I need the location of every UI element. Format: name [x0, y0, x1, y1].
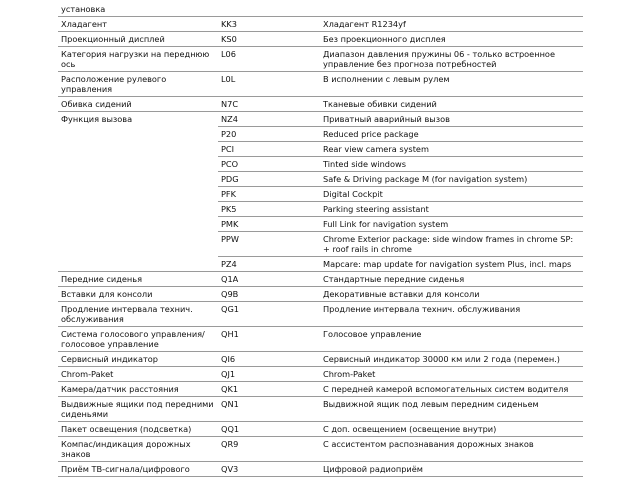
option-code: QK1	[218, 382, 320, 397]
option-description: Сервисный индикатор 30000 км или 2 года (перемен.)	[320, 352, 583, 367]
option-description: Тканевые обивки сидений	[320, 97, 583, 112]
table-row	[58, 202, 583, 217]
option-description: Голосовое управление	[320, 327, 583, 352]
option-code: Q1A	[218, 272, 320, 287]
table-row	[58, 157, 583, 172]
option-code: NZ4	[218, 112, 320, 127]
option-code: KS0	[218, 32, 320, 47]
option-description: Rear view camera system	[320, 142, 583, 157]
option-description: Parking steering assistant	[320, 202, 583, 217]
table-row	[58, 422, 583, 437]
option-name: установка	[58, 0, 218, 17]
table-row	[58, 382, 583, 397]
option-description: Декоративные вставки для консоли	[320, 287, 583, 302]
option-code: PDG	[218, 172, 320, 187]
table-row	[58, 437, 583, 462]
option-description: Приватный аварийный вызов	[320, 112, 583, 127]
option-name: Chrom-Paket	[58, 367, 218, 382]
option-code: QJ1	[218, 367, 320, 382]
table-row	[58, 172, 583, 187]
table-row	[58, 287, 583, 302]
option-description: Tinted side windows	[320, 157, 583, 172]
table-row	[58, 462, 583, 477]
option-code: L06	[218, 47, 320, 72]
option-code: QG1	[218, 302, 320, 327]
option-name	[58, 157, 218, 172]
option-code	[218, 0, 320, 17]
option-code: PZ4	[218, 257, 320, 272]
table-row	[58, 142, 583, 157]
option-code: QI6	[218, 352, 320, 367]
option-code: QQ1	[218, 422, 320, 437]
option-code: Q9B	[218, 287, 320, 302]
option-code: PCI	[218, 142, 320, 157]
option-name: Приём ТВ-сигнала/цифрового	[58, 462, 218, 477]
option-code: KK3	[218, 17, 320, 32]
option-name: Передние сиденья	[58, 272, 218, 287]
option-description: Mapcare: map update for navigation system Plus, incl. maps	[320, 257, 583, 272]
table-row	[58, 257, 583, 272]
table-row	[58, 0, 583, 17]
option-code: QV3	[218, 462, 320, 477]
option-name: Пакет освещения (подсветка)	[58, 422, 218, 437]
option-code: PFK	[218, 187, 320, 202]
table-row	[58, 72, 583, 97]
table-row	[58, 32, 583, 47]
option-name	[58, 217, 218, 232]
option-name: Продление интервала технич. обслуживания	[58, 302, 218, 327]
option-description: Диапазон давления пружины 06 - только встроенное управление без прогноза потребностей	[320, 47, 583, 72]
table-row	[58, 217, 583, 232]
option-name	[58, 187, 218, 202]
table-row	[58, 97, 583, 112]
option-name: Выдвижные ящики под передними сиденьями	[58, 397, 218, 422]
option-code: P20	[218, 127, 320, 142]
option-description: С доп. освещением (освещение внутри)	[320, 422, 583, 437]
table-row	[58, 397, 583, 422]
option-name: Сервисный индикатор	[58, 352, 218, 367]
option-code: PK5	[218, 202, 320, 217]
option-name: Расположение рулевого управления	[58, 72, 218, 97]
option-description: Цифровой радиоприём	[320, 462, 583, 477]
option-name: Система голосового управления/голосовое управление	[58, 327, 218, 352]
table-row	[58, 232, 583, 257]
table-row	[58, 127, 583, 142]
option-description: С ассистентом распознавания дорожных знаков	[320, 437, 583, 462]
table-row	[58, 17, 583, 32]
option-code: QN1	[218, 397, 320, 422]
option-code: PCO	[218, 157, 320, 172]
option-code: L0L	[218, 72, 320, 97]
equipment-table	[58, 0, 583, 477]
option-code: QH1	[218, 327, 320, 352]
equipment-table-body	[58, 0, 583, 477]
option-name: Камера/датчик расстояния	[58, 382, 218, 397]
option-code: N7C	[218, 97, 320, 112]
option-description: Без проекционного дисплея	[320, 32, 583, 47]
table-row	[58, 327, 583, 352]
option-name	[58, 257, 218, 272]
option-name	[58, 142, 218, 157]
table-row	[58, 47, 583, 72]
option-description: Chrom-Paket	[320, 367, 583, 382]
option-code: PPW	[218, 232, 320, 257]
option-description: Full Link for navigation system	[320, 217, 583, 232]
option-name: Проекционный дисплей	[58, 32, 218, 47]
option-description: Стандартные передние сиденья	[320, 272, 583, 287]
option-name	[58, 202, 218, 217]
option-description: Digital Cockpit	[320, 187, 583, 202]
option-description: Chrome Exterior package: side window frames in chrome SP: + roof rails in chrome	[320, 232, 583, 257]
option-code: PMK	[218, 217, 320, 232]
option-code: QR9	[218, 437, 320, 462]
option-description: Reduced price package	[320, 127, 583, 142]
option-description	[320, 0, 583, 17]
table-row	[58, 112, 583, 127]
table-row	[58, 272, 583, 287]
table-row	[58, 187, 583, 202]
option-name	[58, 232, 218, 257]
table-row	[58, 302, 583, 327]
option-name: Обивка сидений	[58, 97, 218, 112]
option-name: Хладагент	[58, 17, 218, 32]
option-name: Функция вызова	[61, 114, 133, 124]
option-description: Хладагент R1234yf	[320, 17, 583, 32]
option-name: Компас/индикация дорожных знаков	[58, 437, 218, 462]
option-description: Выдвижной ящик под левым передним сиденьем	[320, 397, 583, 422]
option-name: Вставки для консоли	[58, 287, 218, 302]
option-description: Продление интервала технич. обслуживания	[320, 302, 583, 327]
option-name	[58, 127, 218, 142]
option-description: Safe & Driving package M (for navigation system)	[320, 172, 583, 187]
option-name	[58, 172, 218, 187]
table-row	[58, 352, 583, 367]
option-description: С передней камерой вспомогательных систем водителя	[320, 382, 583, 397]
option-description: В исполнении с левым рулем	[320, 72, 583, 97]
option-name: Категория нагрузки на переднюю ось	[58, 47, 218, 72]
table-row	[58, 367, 583, 382]
